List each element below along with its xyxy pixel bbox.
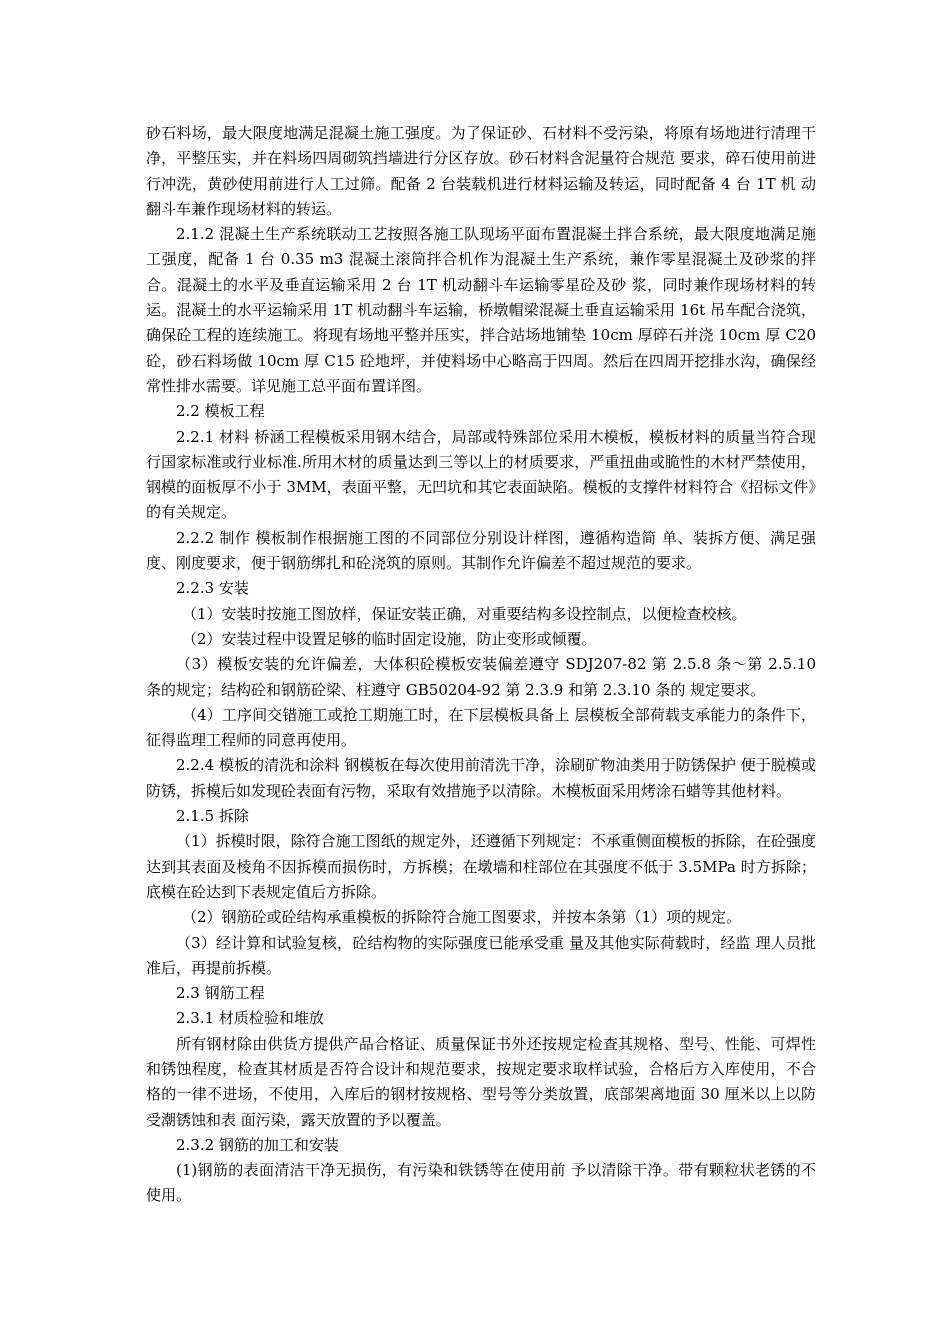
paragraph-2-3-2-1: (1)钢筋的表面清洁干净无损伤，有污染和铁锈等在使用前 予以清除干净。带有颗粒状老锈的不使用。 [146, 1161, 816, 1205]
heading-2-2-3: 2.2.3 安装 [176, 579, 249, 598]
heading-2-3: 2.3 钢筋工程 [176, 984, 265, 1003]
paragraph-install-1: （1）安装时按施工图放样，保证安装正确，对重要结构多设控制点，以便检查校核。 [182, 604, 747, 623]
paragraph-2-1-2: 2.1.2 混凝土生产系统联动工艺按照各施工队现场平面布置混凝土拌合系统，最大限度地满足施工强度，配备 1 台 0.35 m3 混凝土滚筒拌合机作为混凝土生产系统，兼作零星混凝土及砂浆的拌合。混凝土的水平及垂直运输采用 2 台 1T 机动翻斗车运输零星砼及砂 浆，同时兼作现场材料的转 运。混凝土的水平运输采用 1T 机动翻斗车运输，桥墩帽梁混凝土垂直运输采用 16t 吊车配合浇筑，确保砼工程的连续施工。将现有场地平整并压实，拌合站场地铺垫 10cm 厚碎石并浇 10cm 厚 C20 砼，砂石料场做 10cm 厚 C15 砼地坪，并使料场中心略高于四周。然后在四周开挖排水沟，确保经常性排水需要。详见施工总平面布置详图。 [146, 225, 816, 395]
paragraph-install-2: （2）安装过程中设置足够的临时固定设施，防止变形或倾覆。 [182, 629, 597, 648]
paragraph-2-2-2: 2.2.2 制作 模板制作根据施工图的不同部位分别设计样图，遵循构造简 单、装拆方便、满足强度、刚度要求，便于钢筋绑扎和砼浇筑的原则。其制作允许偏差不超过规范的要求。 [146, 528, 816, 573]
paragraph-removal-2: （2）钢筋砼或砼结构承重模板的拆除符合施工图要求，并按本条第（1）项的规定。 [182, 908, 742, 927]
paragraph-sand-gravel-yard: 砂石料场，最大限度地满足混凝土施工强度。为了保证砂、石材料不受污染，将原有场地进行清理干净，平整压实，并在料场四周砌筑挡墙进行分区存放。砂石材料含泥量符合规范 要求，碎石使用前进行冲洗，黄砂使用前进行人工过筛。配备 2 台装载机进行材料运输及转运，同时配备 4 台 1T 机 动翻斗车兼作现场材料的转运。 [146, 124, 816, 218]
paragraph-2-3-1: 所有钢材除由供货方提供产品合格证、质量保证书外还按规定检查其规格、型号、性能、可焊性和锈蚀程度，检查其材质是否符合设计和规范要求，按规定要求取样试验，合格后方入库使用，不合格的一律不进场，不使用，入库后的钢材按规格、型号等分类放置，底部架离地面 30 厘米以上以防受潮锈蚀和表 面污染，露天放置的予以覆盖。 [146, 1034, 816, 1129]
paragraph-install-4: （4）工序间交错施工或抢工期施工时，在下层模板具备上 层模板全部荷载支承能力的条件下，征得监理工程师的同意再使用。 [146, 705, 816, 750]
heading-2-3-1: 2.3.1 材质检验和堆放 [176, 1009, 324, 1028]
heading-2-3-2: 2.3.2 钢筋的加工和安装 [176, 1135, 339, 1154]
heading-2-2: 2.2 模板工程 [176, 402, 265, 421]
document-body [146, 121, 816, 1209]
paragraph-removal-3: （3）经计算和试验复核，砼结构物的实际强度已能承受重 量及其他实际荷载时，经监 理人员批准后，再提前拆模。 [146, 933, 816, 977]
heading-2-1-5: 2.1.5 拆除 [176, 807, 249, 826]
paragraph-install-3: （3）模板安装的允许偏差，大体积砼模板安装偏差遵守 SDJ207-82 第 2.5.8 条～第 2.5.10 条的规定；结构砼和钢筋砼梁、柱遵守 GB50204-92 第 2.3.9 和第 2.3.10 条的 规定要求。 [146, 655, 816, 699]
paragraph-removal-1: （1）拆模时限，除符合施工图纸的规定外，还遵循下列规定：不承重侧面模板的拆除，在砼强度达到其表面及棱角不因拆模而损伤时，方拆模；在墩墙和柱部位在其强度不低于 3.5MPa 时方拆除；底模在砼达到下表规定值后方拆除。 [146, 832, 816, 901]
paragraph-2-2-4: 2.2.4 模板的清洗和涂料 钢模板在每次使用前清洗干净，涂刷矿物油类用于防锈保护 便于脱模或防锈，拆模后如发现砼表面有污物，采取有效措施予以清除。木模板面采用烤涂石蜡等其他材料。 [146, 756, 816, 800]
paragraph-2-2-1: 2.2.1 材料 桥涵工程模板采用钢木结合，局部或特殊部位采用木模板，模板材料的质量当符合现行国家标准或行业标准.所用木材的质量达到三等以上的材质要求，严重扭曲或脆性的木材严禁使用，钢模的面板厚不小于 3MM，表面平整，无凹坑和其它表面缺陷。模板的支撑件材料符合《招标文件》的有关规定。 [146, 427, 816, 522]
